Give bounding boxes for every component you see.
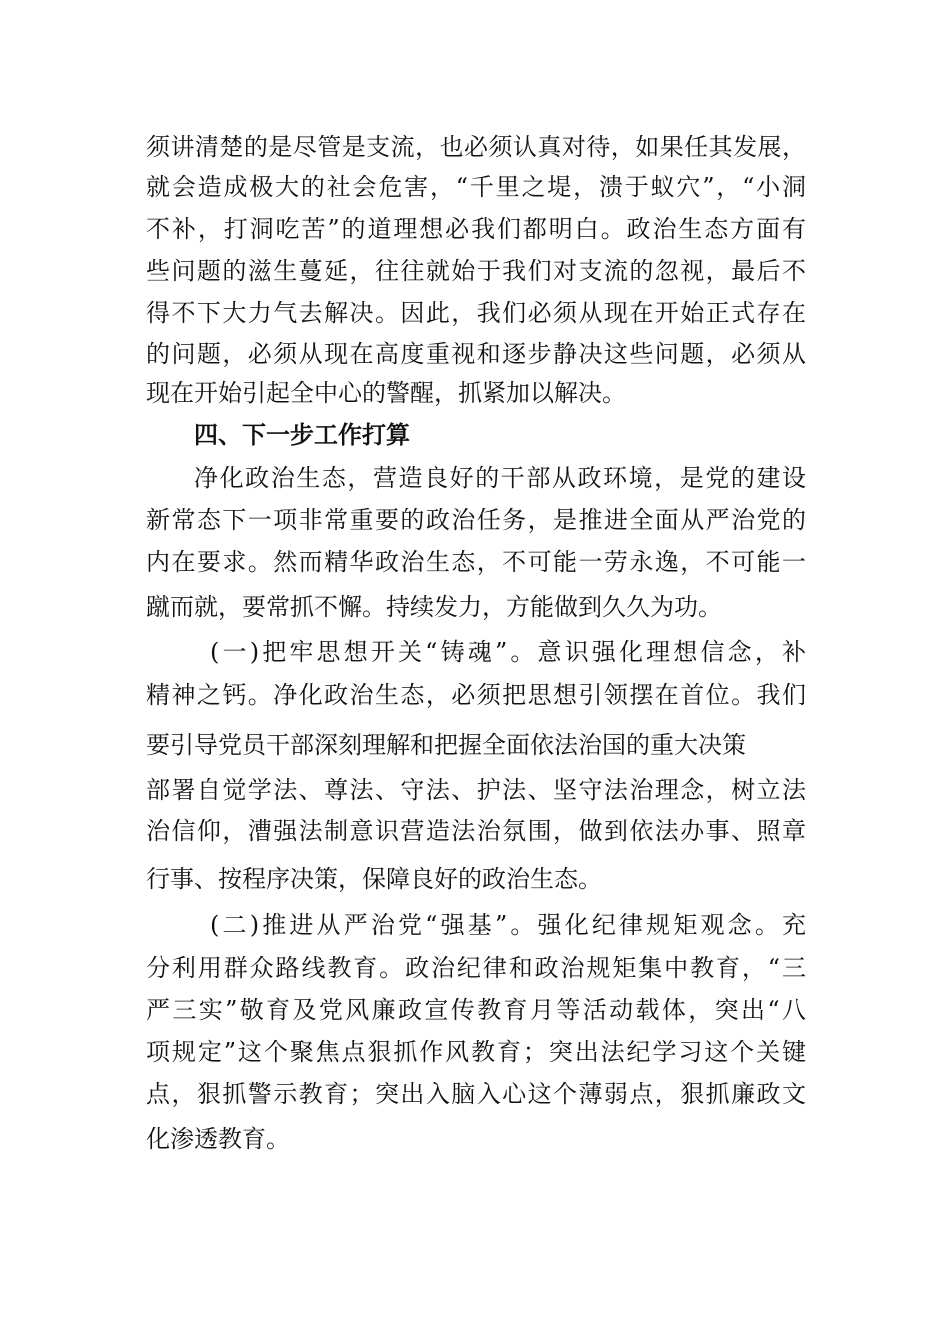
text-line: 新常态下一项非常重要的政治任务，是推进全面从严治党的 xyxy=(146,506,806,534)
text-line: 蹴而就，要常抓不懈。持续发力，方能做到久久为功。 xyxy=(146,593,722,621)
text-line: 分利用群众路线教育。政治纪律和政治规矩集中教育，“三 xyxy=(146,954,806,982)
text-line: 的问题，必须从现在高度重视和逐步静决这些问题，必须从 xyxy=(146,340,806,368)
text-line: 须讲清楚的是尽管是支流，也必须认真对待，如果任其发展， xyxy=(146,133,806,161)
text-line: 部署自觉学法、尊法、守法、护法、坚守法治理念，树立法 xyxy=(146,776,806,804)
subsection-first-line: (一)把牢思想开关“铸魂”。意识强化理想信念，补 xyxy=(210,638,806,666)
text-line: 些问题的滋生蔓延，往往就始于我们对支流的忽视，最后不 xyxy=(146,257,806,285)
text-line: 内在要求。然而精华政治生态，不可能一劳永逸，不可能一 xyxy=(146,548,806,576)
text-line: 得不下大力气去解决。因此，我们必须从现在开始正式存在 xyxy=(146,299,806,327)
text-line: 治信仰，漕强法制意识营造法治氛围，做到依法办事、照章 xyxy=(146,817,806,845)
paragraph-first-line: 净化政治生态，营造良好的干部从政环境，是党的建设 xyxy=(194,464,806,492)
section-heading: 四、下一步工作打算 xyxy=(194,421,410,449)
text-line: 化渗透教育。 xyxy=(146,1125,290,1153)
text-line: 严三实”敬育及党风廉政宣传教育月等活动载体，突出“八 xyxy=(146,996,806,1024)
text-line: 不补，打洞吃苦”的道理想必我们都明白。政治生态方面有 xyxy=(146,215,806,243)
text-line: 现在开始引起全中心的警醒，抓紧加以解决。 xyxy=(146,379,626,407)
text-line: 点，狠抓警示教育；突出入脑入心这个薄弱点，狠抓廉政文 xyxy=(146,1080,806,1108)
text-line: 就会造成极大的社会危害，“千里之堤，溃于蚁穴”，“小洞 xyxy=(146,173,806,201)
subsection-first-line: (二)推进从严治党“强基”。强化纪律规矩观念。充 xyxy=(210,911,806,939)
text-line: 行事、按程序决策，保障良好的政治生态。 xyxy=(146,865,602,893)
text-line: 项规定”这个聚焦点狠抓作风教育；突出法纪学习这个关键 xyxy=(146,1038,806,1066)
text-line: 要引导党员干部深刻理解和把握全面依法治国的重大决策 xyxy=(146,731,746,759)
text-line: 精神之钙。净化政治生态，必须把思想引领摆在首位。我们 xyxy=(146,681,806,709)
